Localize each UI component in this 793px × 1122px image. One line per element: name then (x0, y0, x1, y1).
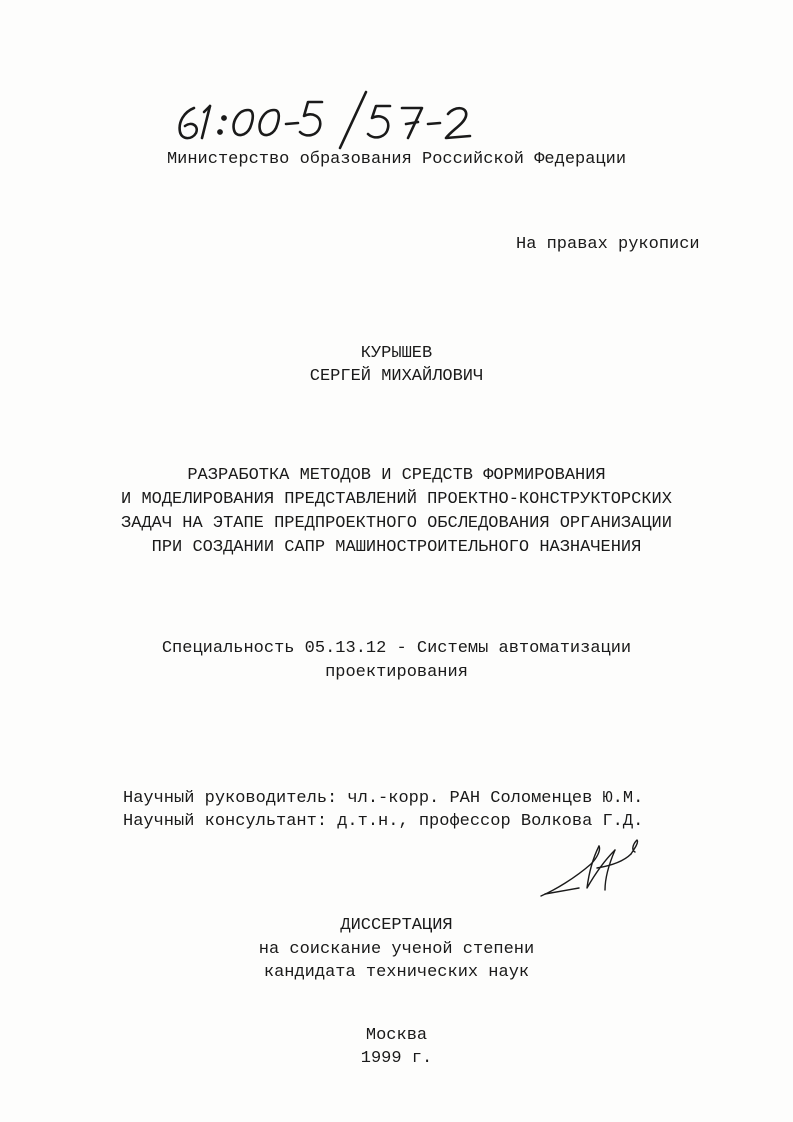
degree-line: кандидата технических наук (263, 963, 530, 982)
degree-type: ДИССЕРТАЦИЯ (340, 916, 453, 935)
title-line: РАЗРАБОТКА МЕТОДОВ И СРЕДСТВ ФОРМИРОВАНИЯ (187, 466, 606, 485)
title-line: ЗАДАЧ НА ЭТАПЕ ПРЕДПРОЕКТНОГО ОБСЛЕДОВАНИЯ ОРГАНИЗАЦИИ (121, 514, 672, 533)
author-surname: КУРЫШЕВ (360, 344, 433, 363)
author-name: СЕРГЕЙ МИХАЙЛОВИЧ (309, 367, 484, 386)
specialty-line: проектирования (325, 663, 468, 682)
rights-note: На правах рукописи (516, 235, 700, 254)
city: Москва (365, 1026, 428, 1045)
year: 1999 г. (360, 1049, 433, 1068)
title-line: ПРИ СОЗДАНИИ САПР МАШИНОСТРОИТЕЛЬНОГО НАЗНАЧЕНИЯ (151, 538, 642, 557)
title-line: И МОДЕЛИРОВАНИЯ ПРЕДСТАВЛЕНИЙ ПРОЕКТНО-КОНСТРУКТОРСКИХ (121, 490, 672, 509)
scientific-advisor: Научный руководитель: чл.-корр. РАН Соломенцев Ю.М. (123, 789, 644, 808)
handwritten-archive-code (170, 88, 490, 150)
signature (535, 838, 655, 900)
scientific-consultant: Научный консультант: д.т.н., профессор Волкова Г.Д. (123, 812, 644, 831)
ministry-name: Министерство образования Российской Федерации (166, 150, 627, 169)
degree-line: на соискание ученой степени (258, 940, 535, 959)
specialty-line: Специальность 05.13.12 - Системы автоматизации (161, 639, 632, 658)
